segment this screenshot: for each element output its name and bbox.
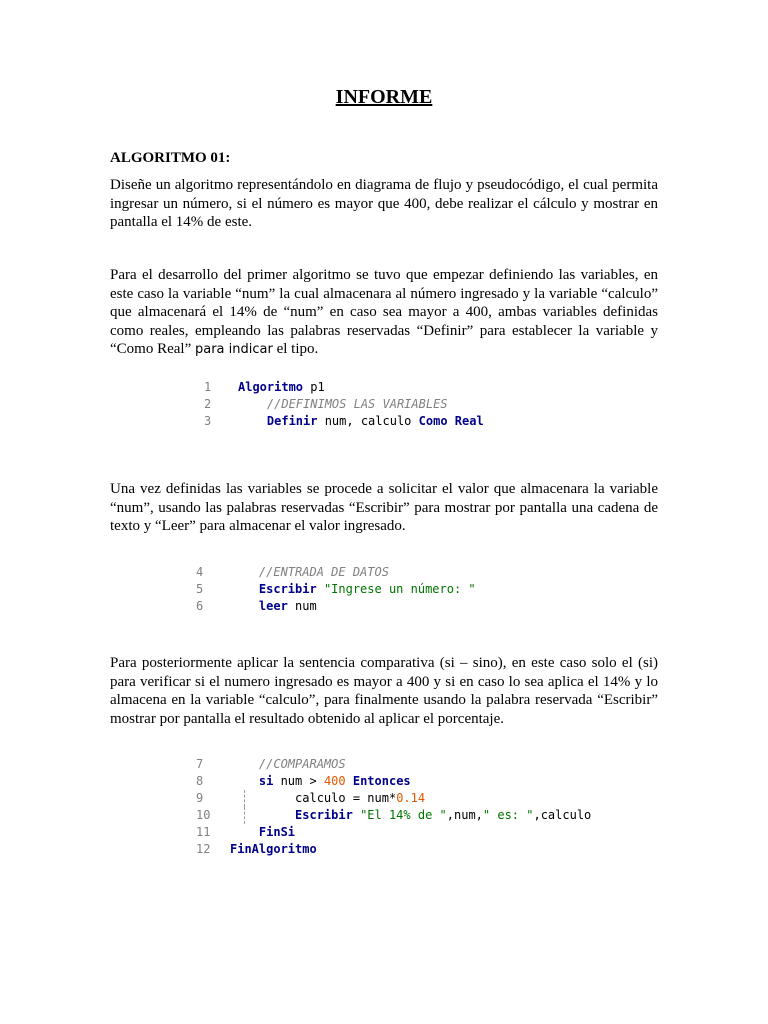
- code-line: [196, 564, 476, 581]
- code-line: [196, 841, 591, 858]
- indent-guide: [244, 807, 245, 824]
- paragraph-variables-mixed-font-text: para indicar: [194, 342, 273, 357]
- code-keyword: Escribir: [258, 582, 317, 596]
- code-line: [196, 598, 476, 615]
- paragraph-problem-statement: Diseñe un algoritmo representándolo en diagrama de flujo y pseudocódigo, el cual permita ingresar un número, si el número es mayor que 400, debe realizar el cálculo y mostrar en pantalla el 14% de este.: [110, 177, 658, 230]
- code-line: [196, 807, 591, 824]
- code-text: calculo = num*: [295, 791, 397, 805]
- line-number: 8: [196, 774, 204, 788]
- code-number: 0.14: [396, 791, 426, 805]
- code-text: p1: [303, 380, 325, 394]
- code-snippet-definitions: [204, 379, 484, 430]
- code-text: num: [287, 599, 317, 613]
- line-number: 10: [196, 808, 211, 822]
- paragraph-comparison: Para posteriormente aplicar la sentencia comparativa (si – sino), en este caso solo el (si) para verificar si el numero ingresado es mayor a 400 y si en caso lo sea aplica el 14% y lo almacena en la variable “calculo”, para finalmente usando la palabra reservada “Escribir” mostrar por pantalla el resultado obtenido al aplicar el porcentaje.: [110, 655, 658, 727]
- code-space: [353, 808, 360, 822]
- code-keyword: leer: [258, 599, 288, 613]
- code-keyword: Como Real: [418, 414, 484, 428]
- code-line: [196, 581, 476, 598]
- code-indent: [238, 414, 267, 428]
- line-number: 4: [196, 565, 204, 579]
- line-number: 11: [196, 825, 211, 839]
- code-text: num >: [273, 774, 324, 788]
- code-indent: [230, 582, 259, 596]
- code-snippet-data-input: [196, 564, 476, 615]
- code-line: [196, 824, 591, 841]
- code-indent: [230, 599, 259, 613]
- code-snippet-comparison: [196, 756, 591, 858]
- code-keyword: FinAlgoritmo: [230, 842, 317, 856]
- code-keyword: Entonces: [352, 774, 411, 788]
- code-line: [196, 773, 591, 790]
- code-indent: [230, 757, 259, 771]
- code-string: "Ingrese un número: ": [323, 582, 476, 596]
- code-indent: [230, 565, 259, 579]
- paragraph-variables-text-end: el tipo.: [272, 341, 319, 357]
- paragraph-variables-text: Para el desarrollo del primer algoritmo se tuvo que empezar definiendo las variables, en este caso la variable “num” la cual almacenara al número ingresado y la variable “calculo” que almacenará el 14% de “num” en caso sea mayor a 400, ambas variables definidas como reales, empleando las palabras reservadas “Definir” para establecer la variable y “Como Real”: [110, 267, 658, 357]
- code-text: ,calculo: [533, 808, 592, 822]
- code-number: 400: [323, 774, 346, 788]
- code-line: [196, 756, 591, 773]
- line-number: 12: [196, 842, 211, 856]
- code-keyword: Escribir: [295, 808, 353, 822]
- line-number: 5: [196, 582, 204, 596]
- code-string: "El 14% de ": [360, 808, 447, 822]
- code-text: ,num,: [446, 808, 483, 822]
- code-line: [204, 413, 484, 430]
- code-line: [204, 379, 484, 396]
- code-space: [346, 774, 353, 788]
- code-keyword: Definir: [266, 414, 318, 428]
- line-number: 6: [196, 599, 204, 613]
- line-number: 2: [204, 397, 212, 411]
- paragraph-data-input: Una vez definidas las variables se procede a solicitar el valor que almacenara la variable “num”, usando las palabras reservadas “Escribir” para mostrar por pantalla una cadena de texto y “Leer” para almacenar el valor ingresado.: [110, 481, 658, 534]
- line-number: 3: [204, 414, 212, 428]
- line-number: 9: [196, 791, 204, 805]
- code-keyword: Algoritmo: [238, 380, 304, 394]
- document-title: INFORME: [335, 86, 433, 108]
- code-indent: [230, 791, 295, 805]
- code-comment: //ENTRADA DE DATOS: [258, 565, 389, 579]
- code-string: " es: ": [482, 808, 534, 822]
- indent-guide: [244, 790, 245, 807]
- code-space: [317, 582, 324, 596]
- code-text: num, calculo: [317, 414, 419, 428]
- code-keyword: FinSi: [258, 825, 296, 839]
- code-keyword: si: [258, 774, 274, 788]
- code-indent: [230, 808, 295, 822]
- line-number: 7: [196, 757, 204, 771]
- code-indent: [230, 774, 259, 788]
- section-heading: ALGORITMO 01:: [110, 150, 231, 166]
- paragraph-variables-definition: [110, 266, 658, 360]
- code-line: [196, 790, 591, 807]
- code-indent: [238, 397, 267, 411]
- code-comment: //COMPARAMOS: [258, 757, 346, 771]
- line-number: 1: [204, 380, 212, 394]
- code-line: [204, 396, 484, 413]
- code-indent: [230, 825, 259, 839]
- code-comment: //DEFINIMOS LAS VARIABLES: [266, 397, 448, 411]
